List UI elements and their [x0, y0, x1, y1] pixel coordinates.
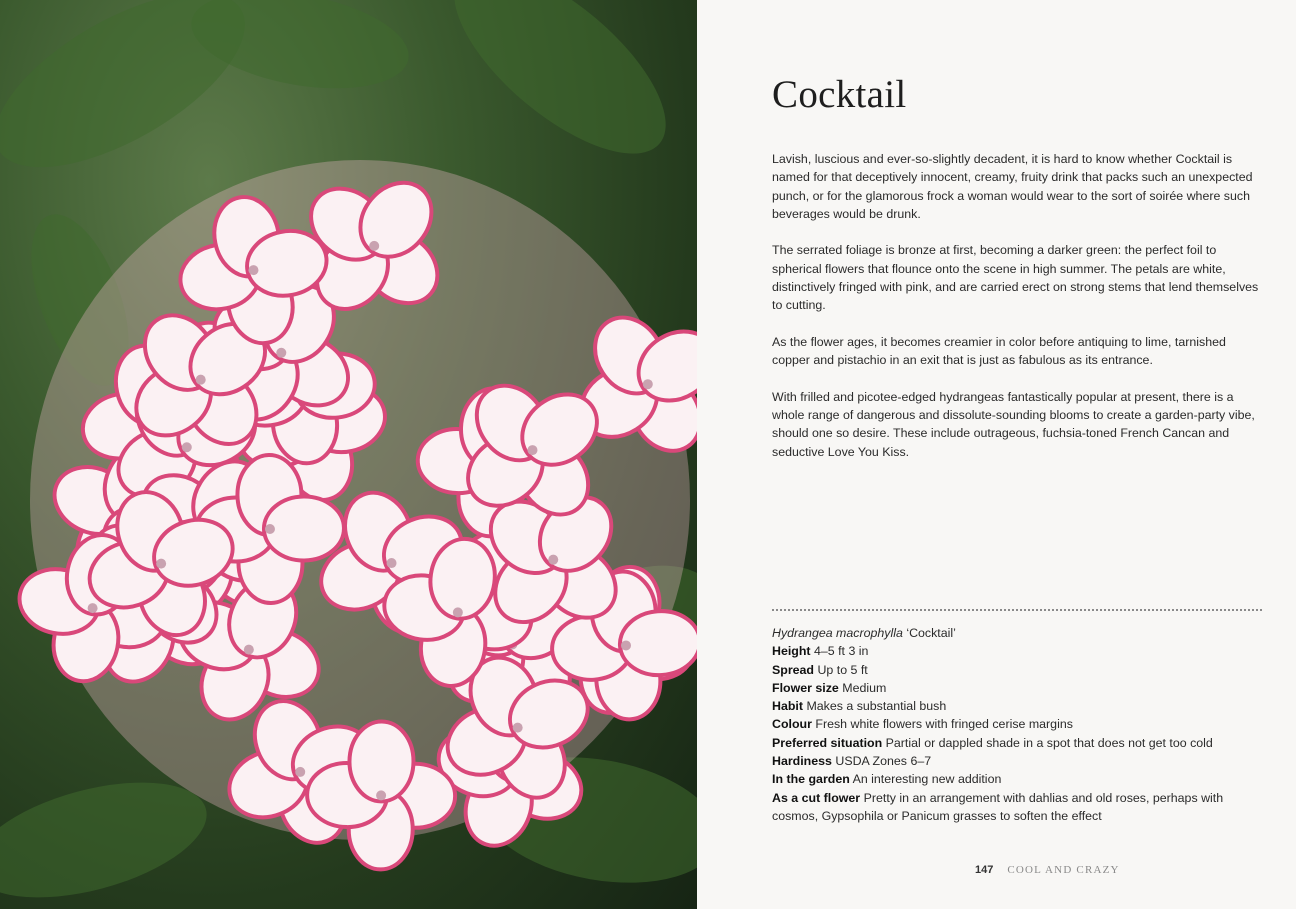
leaf-shape — [184, 0, 416, 103]
floret-center — [88, 603, 98, 613]
spec-value: Medium — [842, 680, 887, 695]
page-number: 147 — [975, 864, 994, 876]
floret-center — [376, 790, 386, 800]
spec-situation — [772, 734, 1262, 752]
page-title: Cocktail — [772, 73, 907, 116]
description — [772, 150, 1262, 479]
paragraph-2: The serrated foliage is bronze at first, becoming a darker green: the perfect foil to spherical flowers that flounce onto the scene in high summer. The petals are white, distinctively fringed with pink, and are carried erect on strong stems that lend themselves to cutting. — [772, 243, 1259, 313]
floret-center — [621, 640, 631, 650]
section-title: COOL AND CRAZY — [1007, 864, 1120, 876]
floret-center — [548, 555, 558, 565]
cultivar-name: ‘Cocktail’ — [906, 626, 956, 640]
spec-spread — [772, 661, 1262, 679]
spec-label: Preferred situation — [772, 735, 883, 750]
text-page — [697, 0, 1296, 909]
floret-center — [248, 265, 258, 275]
paragraph-4: With frilled and picotee-edged hydrangeas fantastically popular at present, there is a whole range of dangerous and dissolute-sounding blooms to create a garden-party vibe, should one so desire. These include outrageous, fuchsia-toned French Cancan and seductive Love You Kiss. — [772, 389, 1255, 459]
floret-center — [182, 442, 192, 452]
plant-specs — [772, 624, 1262, 825]
floret-center — [527, 445, 537, 455]
floret-center — [265, 524, 275, 534]
spec-colour — [772, 715, 1262, 733]
spec-value: Fresh white flowers with fringed cerise margins — [815, 717, 1073, 732]
spec-value: 4–5 ft 3 in — [814, 644, 869, 659]
spec-habit — [772, 697, 1262, 715]
spec-value: Partial or dappled shade in a spot that does not get too cold — [885, 735, 1213, 750]
floret-center — [276, 348, 286, 358]
spec-label: As a cut flower — [772, 790, 861, 805]
floret-center — [369, 241, 379, 251]
spec-value: Up to 5 ft — [817, 662, 868, 677]
floret-center — [196, 375, 206, 385]
spec-value: USDA Zones 6–7 — [835, 754, 932, 769]
spec-label: Colour — [772, 717, 812, 732]
spec-value: Pretty in an arrangement with dahlias and old roses, perhaps with cosmos, Gypsophila or Panicum grasses to soften the effect — [772, 790, 1224, 823]
spec-height — [772, 642, 1262, 660]
floret-center — [453, 607, 463, 617]
spec-flower-size — [772, 679, 1262, 697]
floret-center — [295, 767, 305, 777]
floret-center — [156, 559, 166, 569]
floret-center — [244, 645, 254, 655]
spec-label: Habit — [772, 699, 803, 714]
spec-value: An interesting new addition — [852, 772, 1002, 787]
botanical-name: Hydrangea macrophylla — [772, 626, 903, 640]
spec-in-garden — [772, 770, 1262, 788]
leaf-shape — [425, 0, 695, 186]
dotted-divider — [772, 609, 1262, 611]
spec-label: Hardiness — [772, 754, 832, 769]
paragraph-1: Lavish, luscious and ever-so-slightly decadent, it is hard to know whether Cocktail is named for that deceptively innocent, creamy, fruity drink that packs such an unexpected punch, or for the glamorous frock a woman would wear to the sort of soirée where such beverages would be drunk. — [772, 152, 1253, 221]
floret-center — [513, 723, 523, 733]
spec-label: Height — [772, 644, 811, 659]
spec-hardiness — [772, 752, 1262, 770]
spec-cut-flower — [772, 789, 1262, 826]
petal-shape — [349, 721, 414, 802]
paragraph-3: As the flower ages, it becomes creamier in color before antiquing to lime, tarnished copper and pistachio in an exit that is just as fabulous as its entrance. — [772, 334, 1226, 368]
floret-center — [387, 558, 397, 568]
petal-shape — [263, 496, 344, 561]
spec-label: In the garden — [772, 772, 850, 787]
page-footer — [975, 864, 1120, 876]
botanical-name-line — [772, 624, 1262, 642]
spec-label: Flower size — [772, 680, 839, 695]
spec-value: Makes a substantial bush — [806, 699, 947, 714]
spec-label: Spread — [772, 662, 815, 677]
floret-center — [643, 379, 653, 389]
